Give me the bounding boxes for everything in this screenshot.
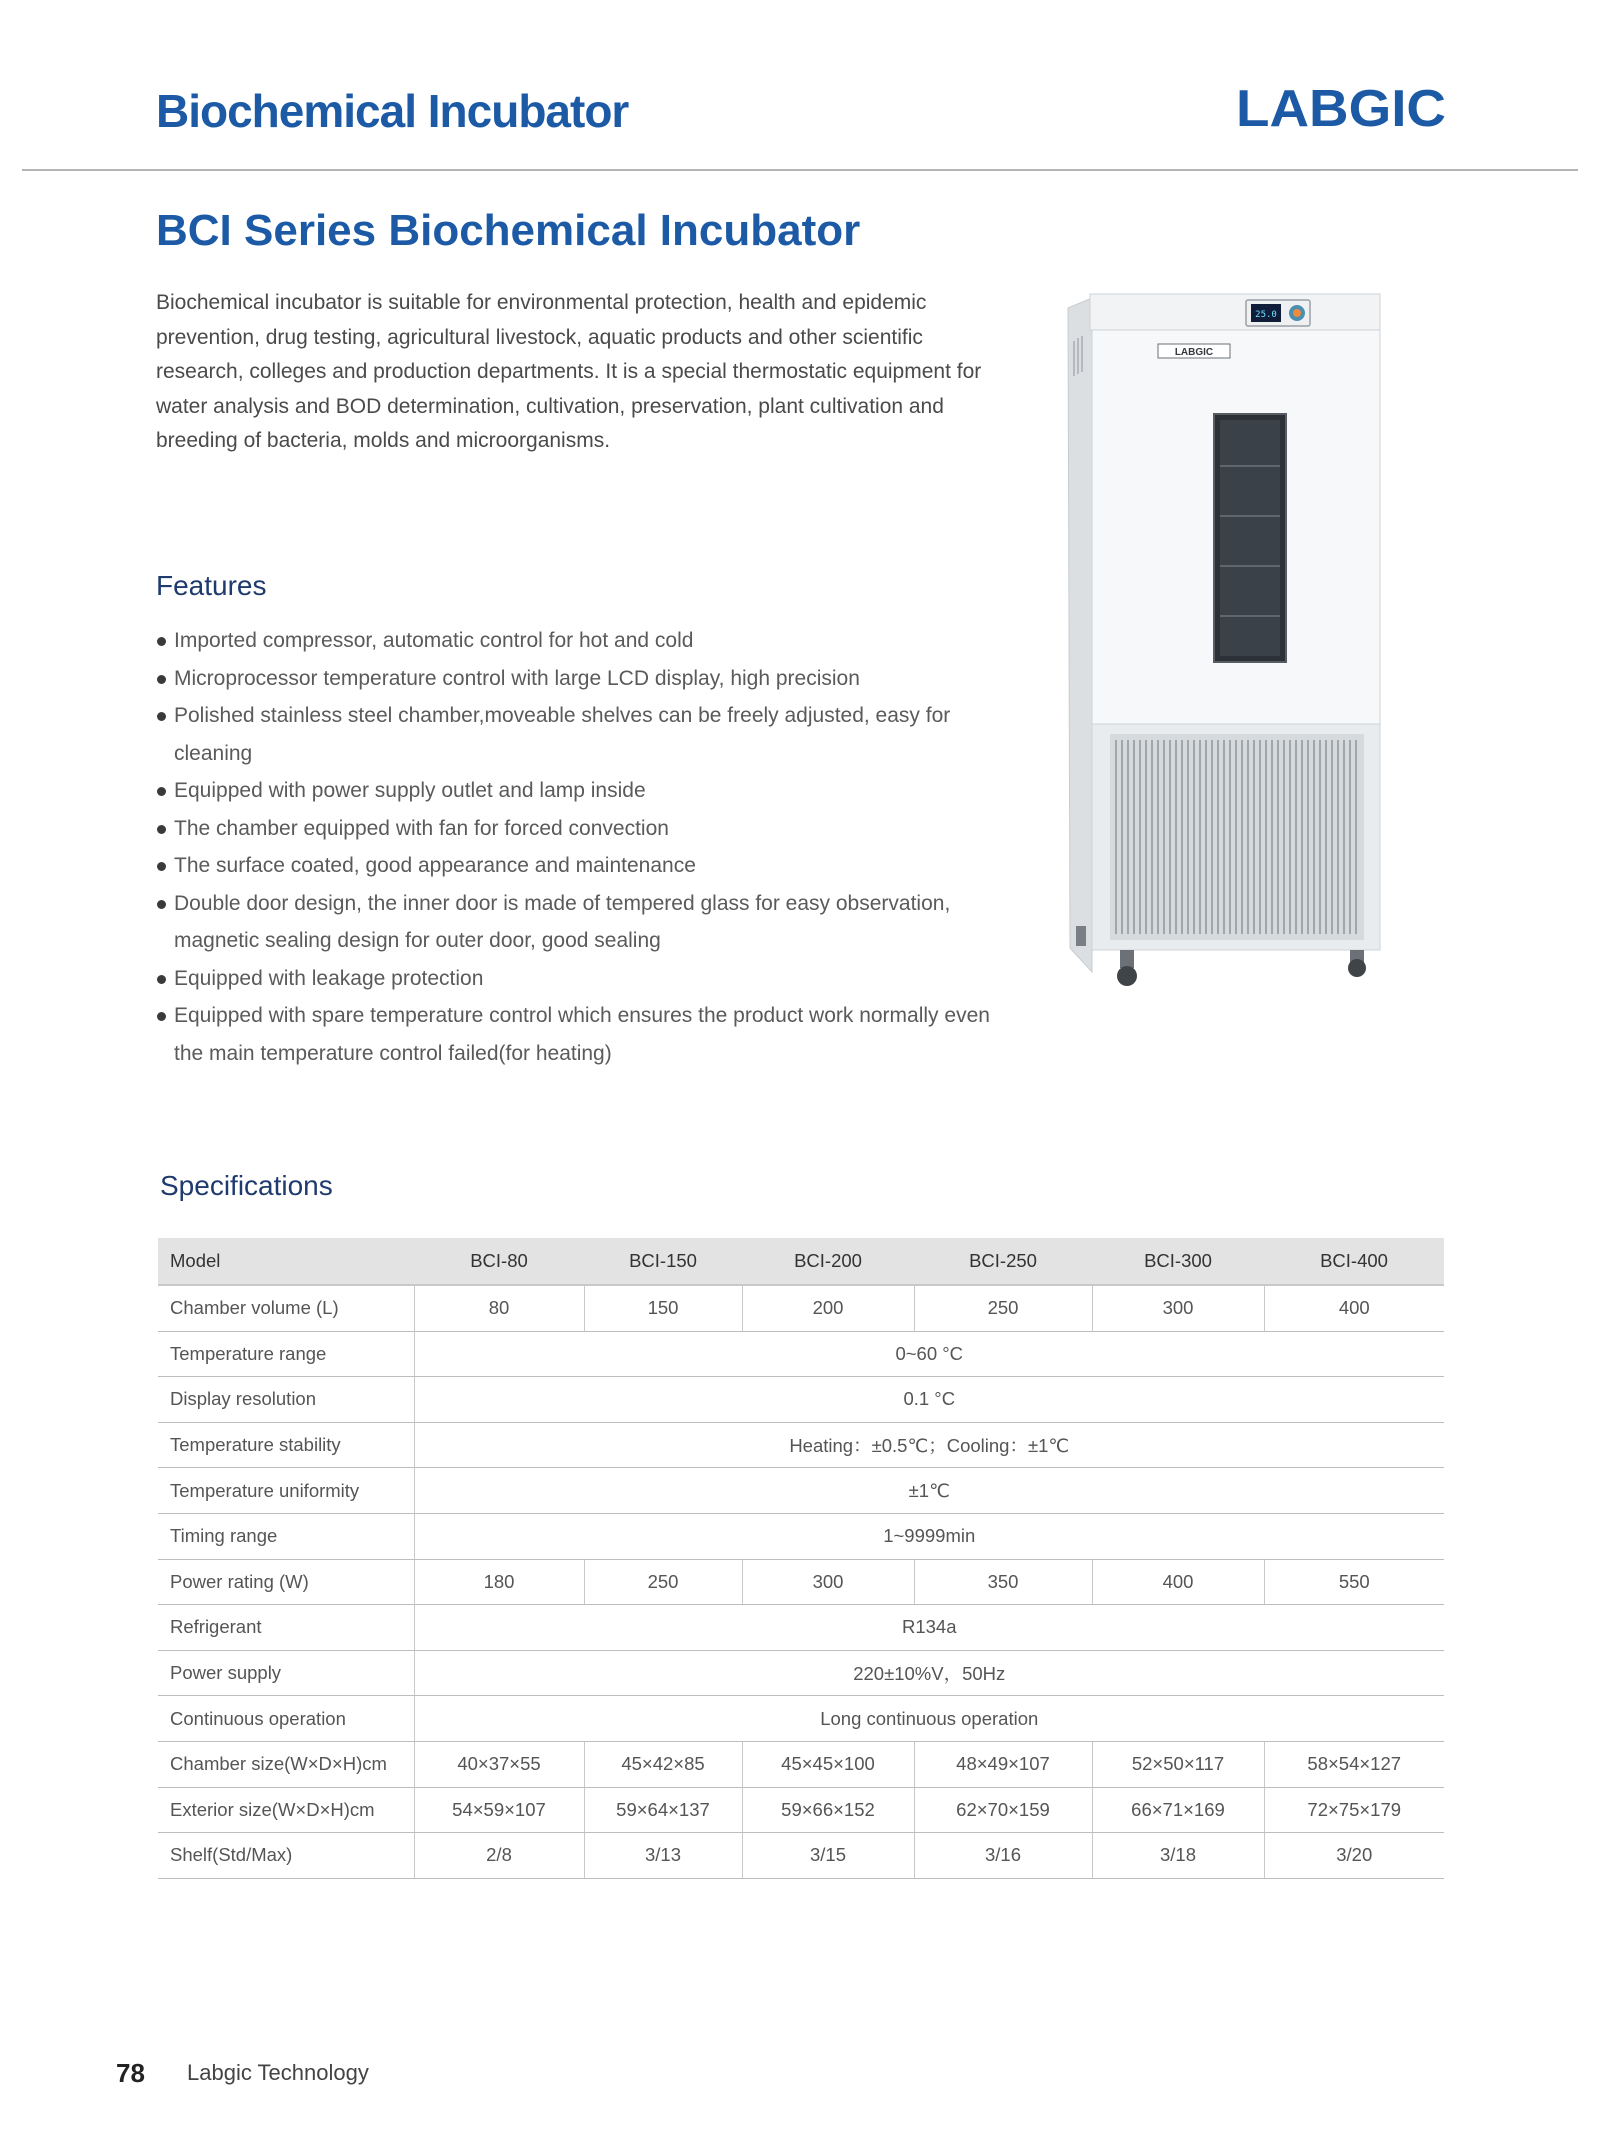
table-cell: 3/15: [742, 1833, 914, 1879]
table-row: [158, 1513, 1444, 1559]
incubator-product-image: [1040, 286, 1400, 1006]
shared-cell: R134a: [414, 1605, 1444, 1651]
table-cell: 45×45×100: [742, 1741, 914, 1787]
column-header: BCI-80: [414, 1238, 584, 1285]
row-label: Shelf(Std/Max): [158, 1833, 414, 1879]
table-cell: 250: [914, 1285, 1092, 1331]
specifications-table: [158, 1238, 1444, 1879]
table-cell: 550: [1264, 1559, 1444, 1605]
shared-cell: ±1℃: [414, 1468, 1444, 1514]
row-label: Power rating (W): [158, 1559, 414, 1605]
table-cell: 59×64×137: [584, 1787, 742, 1833]
row-label: Temperature range: [158, 1331, 414, 1377]
column-header: BCI-150: [584, 1238, 742, 1285]
row-label: Continuous operation: [158, 1696, 414, 1742]
shared-cell: 0.1 °C: [414, 1377, 1444, 1423]
column-header: BCI-200: [742, 1238, 914, 1285]
feature-item: Double door design, the inner door is made of tempered glass for easy observation, magnetic sealing design for outer door, good sealing: [156, 885, 996, 960]
table-cell: 66×71×169: [1092, 1787, 1264, 1833]
feature-item: The chamber equipped with fan for forced convection: [156, 810, 996, 848]
table-cell: 400: [1264, 1285, 1444, 1331]
feature-item: Equipped with spare temperature control which ensures the product work normally even the main temperature control failed(for heating): [156, 997, 996, 1072]
table-row: [158, 1741, 1444, 1787]
control-display-reading: 25.0: [1255, 310, 1277, 320]
table-cell: 3/20: [1264, 1833, 1444, 1879]
shared-cell: 220±10%V，50Hz: [414, 1650, 1444, 1696]
table-cell: 59×66×152: [742, 1787, 914, 1833]
table-row: [158, 1559, 1444, 1605]
column-header: BCI-300: [1092, 1238, 1264, 1285]
table-cell: 200: [742, 1285, 914, 1331]
table-cell: 48×49×107: [914, 1741, 1092, 1787]
table-row: [158, 1285, 1444, 1331]
table-cell: 300: [1092, 1285, 1264, 1331]
page-number: 78: [116, 2058, 145, 2088]
row-label: Power supply: [158, 1650, 414, 1696]
row-label: Exterior size(W×D×H)cm: [158, 1787, 414, 1833]
table-cell: 58×54×127: [1264, 1741, 1444, 1787]
svg-text:LABGIC: LABGIC: [1236, 80, 1446, 132]
table-cell: 80: [414, 1285, 584, 1331]
table-cell: 54×59×107: [414, 1787, 584, 1833]
column-header: BCI-250: [914, 1238, 1092, 1285]
table-cell: 180: [414, 1559, 584, 1605]
table-row: [158, 1833, 1444, 1879]
header-divider: [22, 169, 1578, 171]
column-header: BCI-400: [1264, 1238, 1444, 1285]
shared-cell: Long continuous operation: [414, 1696, 1444, 1742]
features-list: [156, 622, 996, 1072]
product-title: BCI Series Biochemical Incubator: [156, 206, 861, 255]
feature-item: The surface coated, good appearance and maintenance: [156, 847, 996, 885]
specifications-heading: Specifications: [160, 1170, 333, 1201]
door-brand-plate: LABGIC: [1174, 347, 1214, 358]
table-row: [158, 1331, 1444, 1377]
feature-item: Equipped with power supply outlet and lamp inside: [156, 772, 996, 810]
table-row: [158, 1468, 1444, 1514]
table-cell: 300: [742, 1559, 914, 1605]
row-label: Temperature stability: [158, 1422, 414, 1468]
table-cell: 3/18: [1092, 1833, 1264, 1879]
feature-item: Polished stainless steel chamber,moveable shelves can be freely adjusted, easy for cleaning: [156, 697, 996, 772]
table-cell: 3/13: [584, 1833, 742, 1879]
table-cell: 45×42×85: [584, 1741, 742, 1787]
table-cell: 400: [1092, 1559, 1264, 1605]
table-header-row: [158, 1238, 1444, 1285]
table-cell: 2/8: [414, 1833, 584, 1879]
header-title: Biochemical Incubator: [156, 85, 629, 137]
table-cell: 250: [584, 1559, 742, 1605]
shared-cell: 0~60 °C: [414, 1331, 1444, 1377]
shared-cell: Heating：±0.5℃；Cooling：±1℃: [414, 1422, 1444, 1468]
row-label: Chamber volume (L): [158, 1285, 414, 1331]
row-label: Temperature uniformity: [158, 1468, 414, 1514]
column-header-model: Model: [158, 1238, 414, 1285]
features-heading: Features: [156, 570, 267, 601]
table-cell: 52×50×117: [1092, 1741, 1264, 1787]
feature-item: Microprocessor temperature control with large LCD display, high precision: [156, 660, 996, 698]
feature-item: Imported compressor, automatic control for hot and cold: [156, 622, 996, 660]
table-row: [158, 1377, 1444, 1423]
feature-item: Equipped with leakage protection: [156, 960, 996, 998]
table-cell: 150: [584, 1285, 742, 1331]
table-cell: 3/16: [914, 1833, 1092, 1879]
row-label: Refrigerant: [158, 1605, 414, 1651]
table-row: [158, 1650, 1444, 1696]
row-label: Display resolution: [158, 1377, 414, 1423]
row-label: Timing range: [158, 1513, 414, 1559]
table-row: [158, 1422, 1444, 1468]
table-cell: 72×75×179: [1264, 1787, 1444, 1833]
labgic-logo: [1236, 80, 1448, 132]
shared-cell: 1~9999min: [414, 1513, 1444, 1559]
table-cell: 40×37×55: [414, 1741, 584, 1787]
footer-brand: Labgic Technology: [187, 2060, 369, 2085]
table-row: [158, 1605, 1444, 1651]
table-cell: 350: [914, 1559, 1092, 1605]
row-label: Chamber size(W×D×H)cm: [158, 1741, 414, 1787]
table-row: [158, 1787, 1444, 1833]
table-cell: 62×70×159: [914, 1787, 1092, 1833]
product-description: Biochemical incubator is suitable for environmental protection, health and epidemic prevention, drug testing, agricultural livestock, aquatic products and other scientific research, colleges and production departments. It is a special thermostatic equipment for water analysis and BOD determination, cultivation, preservation, plant cultivation and breeding of bacteria, molds and microorganisms.: [156, 291, 982, 452]
table-row: [158, 1696, 1444, 1742]
